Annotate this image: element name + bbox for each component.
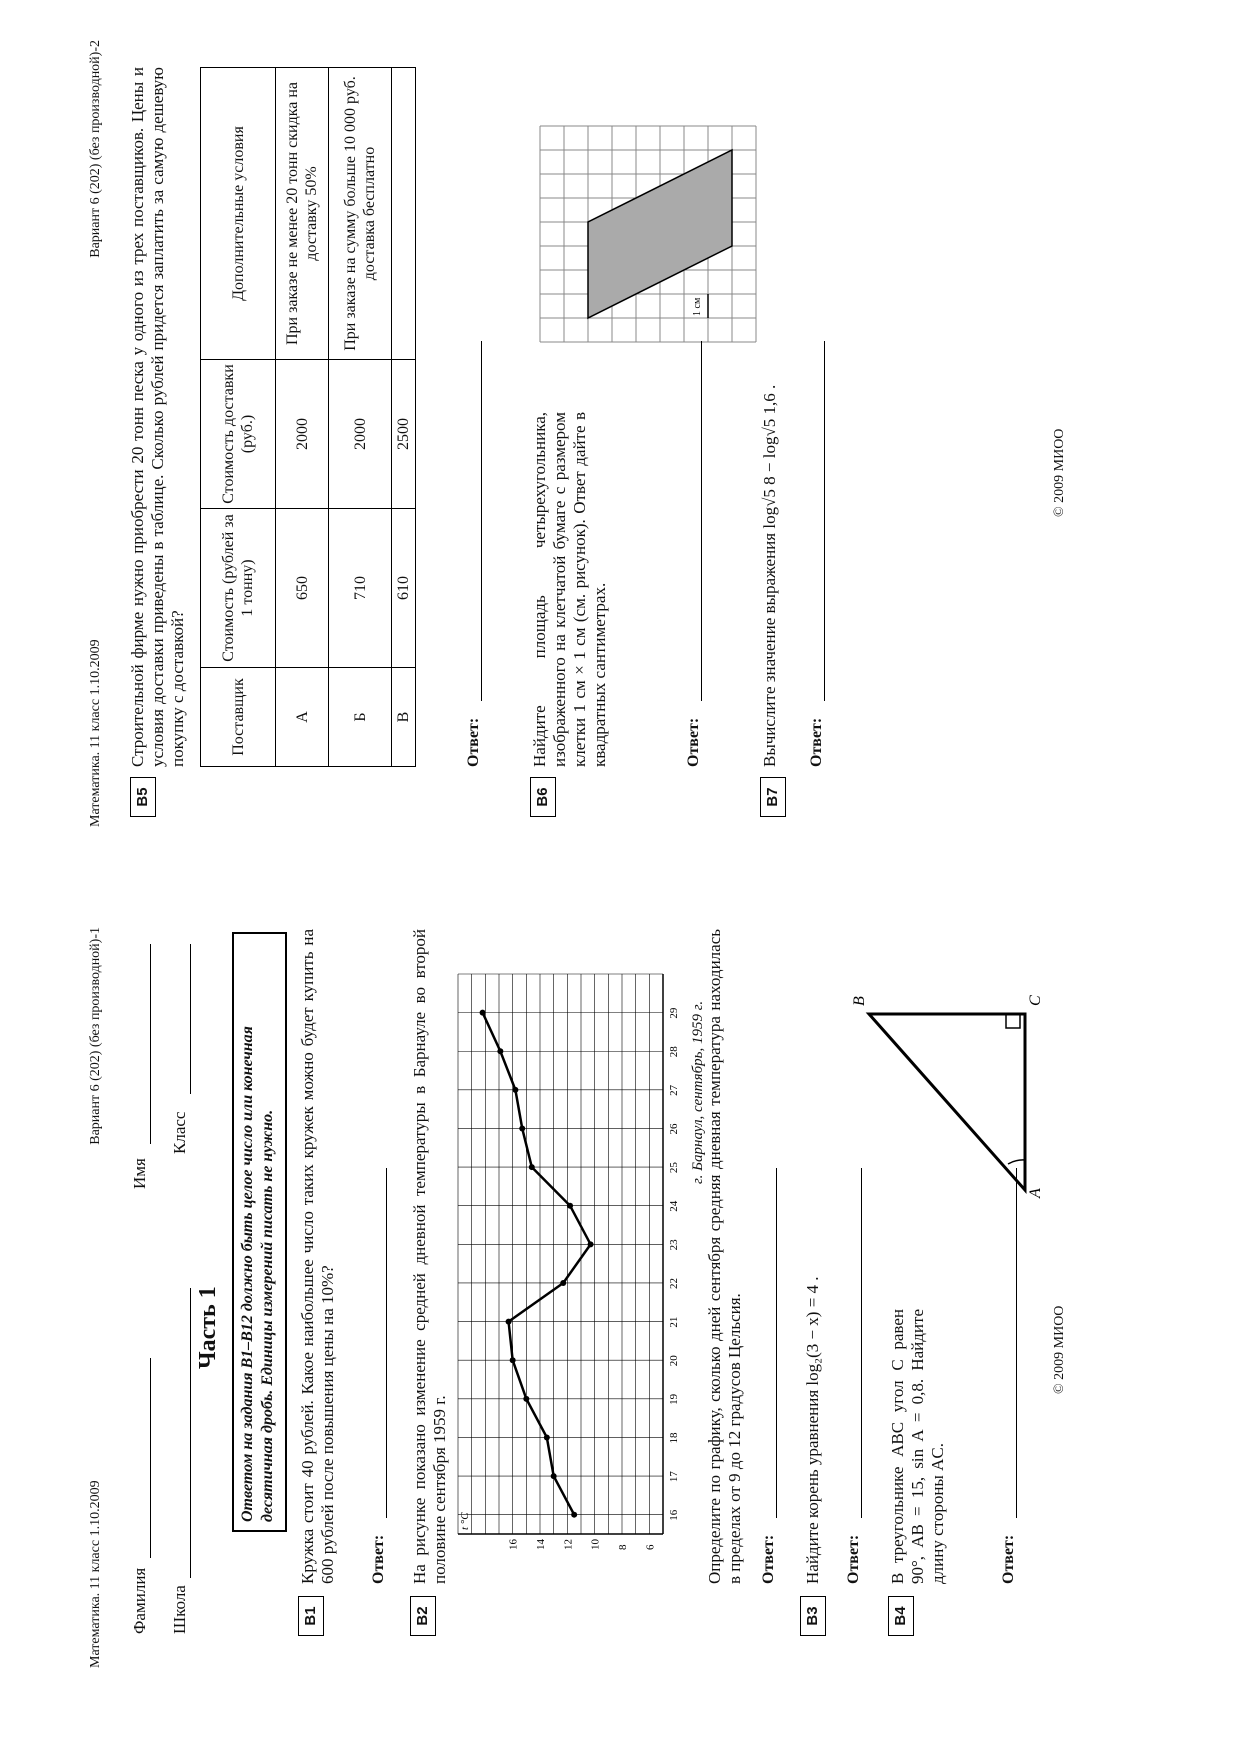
b3-answer-label: Ответ: — [845, 1534, 862, 1584]
cell: При заказе не менее 20 тонн скидка на доставку 50% — [276, 68, 329, 360]
table-row — [276, 68, 329, 767]
y-tick-label: 10 — [589, 1539, 602, 1550]
data-point — [560, 1280, 566, 1286]
x-tick-label: 17 — [668, 1471, 680, 1483]
b4-answer-label: Ответ: — [1000, 1534, 1017, 1584]
table-row — [392, 68, 416, 767]
b4-answer-line[interactable] — [1016, 1168, 1017, 1518]
b3-answer-line[interactable] — [861, 1168, 862, 1518]
b5-answer-label: Ответ: — [465, 717, 482, 767]
b2-question: Определите по графику, сколько дней сентября средняя дневная температура находилась в пределах от 9 до 12 градусов Цельсия. — [705, 929, 744, 1584]
chart-caption: г. Барнаул, сентябрь, 1959 г. — [690, 1000, 706, 1184]
header-right-2: Вариант 6 (202) (без производной)-2 — [88, 40, 103, 258]
supplier-table — [200, 67, 416, 767]
data-point — [512, 1087, 518, 1093]
th-price: Стоимость (рублей за 1 тонну) — [201, 509, 276, 668]
x-tick-label: 22 — [668, 1277, 680, 1289]
vertex-b: B — [851, 996, 868, 1006]
surname-label: Фамилия — [130, 1567, 149, 1634]
part-title: Часть 1 — [195, 1286, 221, 1369]
data-point — [523, 1396, 529, 1402]
x-tick-label: 26 — [668, 1123, 680, 1135]
b4-badge: В4 — [888, 1596, 914, 1636]
data-point — [519, 1125, 525, 1131]
th-delivery: Стоимость доставки (руб.) — [201, 360, 276, 509]
data-point — [480, 1010, 486, 1016]
page-1 — [0, 877, 1239, 1754]
y-tick-label: 16 — [507, 1539, 520, 1550]
instruction-box: Ответом на задания В1–В12 должно быть целое число или конечная десятичная дробь. Единицы измерений писать не нужно. — [232, 932, 287, 1532]
vertex-c: C — [1027, 995, 1044, 1006]
data-point — [506, 1319, 512, 1325]
x-tick-label: 29 — [668, 1007, 680, 1019]
angle-a-arc — [1008, 1160, 1025, 1164]
b2-answer-label: Ответ: — [760, 1534, 777, 1584]
x-tick-label: 16 — [668, 1509, 680, 1521]
triangle-figure — [840, 894, 1044, 1198]
cell: 2000 — [276, 360, 329, 509]
b2-answer-line[interactable] — [776, 1168, 777, 1518]
cell: 650 — [276, 509, 329, 668]
b6-text: Найдите площадь четырехугольника, изображенного на клетчатой бумаге с размером клетки 1 см × 1 см (см. рисунок). Ответ дайте в квадратных сантиметрах. — [530, 412, 609, 767]
b3-text: Найдите корень уравнения log₂(3 − x) = 4 . — [803, 1276, 822, 1584]
b3-badge: В3 — [800, 1596, 826, 1636]
x-tick-label: 20 — [668, 1355, 680, 1367]
cell: 2500 — [392, 360, 416, 509]
b7-badge: В7 — [760, 777, 786, 817]
x-tick-label: 27 — [668, 1084, 680, 1096]
footer-2: © 2009 МИОО — [1052, 428, 1067, 517]
table-row — [329, 68, 392, 767]
th-supplier: Поставщик — [201, 668, 276, 767]
school-label: Школа — [170, 1585, 189, 1634]
x-tick-label: 23 — [668, 1239, 680, 1251]
right-angle-mark — [1006, 1014, 1020, 1028]
b4-text: В треугольнике ABC угол C равен 90°, AB = 15, sin A = 0,8. Найдите длину стороны AC. — [888, 1309, 947, 1584]
data-point — [529, 1164, 535, 1170]
cell: 710 — [329, 509, 392, 668]
b2-text: На рисунке показано изменение средней дневной температуры в Барнауле во второй половине сентября 1959 г. — [410, 929, 449, 1584]
surname-line[interactable] — [150, 1358, 151, 1558]
header-left: Математика. 11 класс 1.10.2009 — [88, 1480, 103, 1668]
cell — [392, 68, 416, 360]
y-tick-label: 14 — [535, 1539, 547, 1550]
triangle-abc — [869, 1014, 1025, 1190]
th-conditions: Дополнительные условия — [201, 68, 276, 360]
data-point — [551, 1473, 557, 1479]
b1-answer-line[interactable] — [386, 1168, 387, 1518]
table-header — [201, 68, 276, 767]
data-point — [567, 1203, 573, 1209]
data-point — [497, 1048, 503, 1054]
class-label: Класс — [170, 1111, 189, 1154]
cell: Б — [329, 668, 392, 767]
data-point — [588, 1241, 594, 1247]
scale-label: 1 см — [692, 297, 703, 316]
x-tick-label: 18 — [668, 1432, 680, 1444]
b6-badge: В6 — [530, 777, 556, 817]
x-tick-label: 25 — [668, 1162, 680, 1174]
b5-answer-line[interactable] — [481, 341, 482, 701]
data-point — [510, 1357, 516, 1363]
data-point — [571, 1512, 577, 1518]
name-label: Имя — [130, 1158, 149, 1189]
y-tick-label: 12 — [562, 1539, 575, 1550]
vertex-a: A — [1027, 1188, 1044, 1198]
cell: 610 — [392, 509, 416, 668]
b7-text: Вычислите значение выражения log√5 8 − log√5 1,6 . — [760, 384, 779, 767]
x-tick-label: 21 — [668, 1316, 680, 1328]
header-right: Вариант 6 (202) (без производной)-1 — [88, 927, 103, 1145]
x-tick-label: 19 — [668, 1393, 680, 1405]
x-tick-label: 24 — [668, 1200, 680, 1212]
header-left-2: Математика. 11 класс 1.10.2009 — [88, 639, 103, 827]
b1-text: Кружка стоит 40 рублей. Какое наибольшее число таких кружек можно будет купить на 600 рублей после повышения цены на 10%? — [298, 929, 337, 1584]
cell: 2000 — [329, 360, 392, 509]
b6-answer-label: Ответ: — [685, 717, 702, 767]
b5-text: Строительной фирме нужно приобрести 20 тонн песка у одного из трех поставщиков. Цены и условия доставки приведены в таблице. Сколько рублей придется заплатить за самую дешевую покупку с доставкой? — [128, 67, 187, 767]
x-tick-label: 28 — [668, 1046, 680, 1058]
temperature-chart — [448, 954, 688, 1574]
b1-badge: В1 — [298, 1596, 324, 1636]
class-line[interactable] — [190, 944, 191, 1094]
cell: При заказе на сумму больше 10 000 руб. доставка бесплатно — [329, 68, 392, 360]
y-tick-label: 8 — [617, 1544, 629, 1550]
b7-answer-label: Ответ: — [808, 717, 825, 767]
y-tick-label: 6 — [644, 1544, 657, 1550]
b1-answer-label: Ответ: — [370, 1534, 387, 1584]
cell: В — [392, 668, 416, 767]
name-line[interactable] — [150, 944, 151, 1144]
b7-answer-line[interactable] — [824, 341, 825, 701]
cell: А — [276, 668, 329, 767]
grid-figure — [540, 126, 756, 342]
data-point — [544, 1434, 550, 1440]
y-axis-label: t °C — [459, 1512, 471, 1530]
school-line[interactable] — [190, 1288, 191, 1578]
footer-1: © 2009 МИОО — [1052, 1305, 1067, 1394]
b5-badge: В5 — [130, 777, 156, 817]
b6-answer-line[interactable] — [701, 341, 702, 701]
b2-badge: В2 — [410, 1596, 436, 1636]
